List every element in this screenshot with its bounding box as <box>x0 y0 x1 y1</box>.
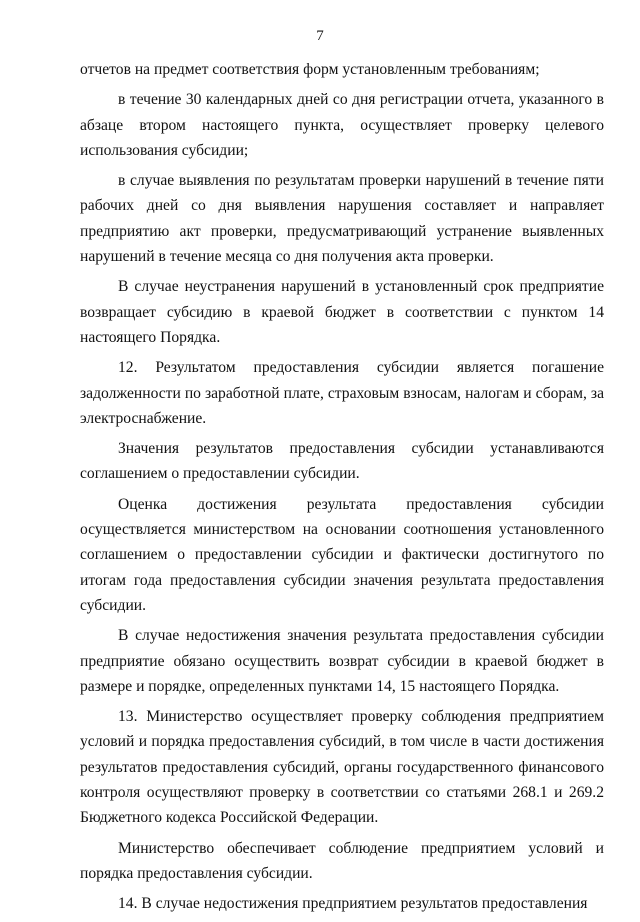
paragraph-ministry-compliance: Министерство обеспечивает соблюдение предприятием условий и порядка предоставления субсидии. <box>80 839 604 882</box>
paragraph-clause-13: 13. Министерство осуществляет проверку соблюдения предприятием условий и порядка предоставления субсидий, в том числе в части достижения результатов предоставления субсидий, органы государственного финансового контроля осуществляют проверку в соответствии со статьями 268.1 и 269.2 Бюджетного кодекса Российской Федерации. <box>80 708 604 827</box>
paragraph-continuation: отчетов на предмет соответствия форм установленным требованиям; <box>80 61 540 78</box>
paragraph-subsidy-return: В случае неустранения нарушений в установленный срок предприятие возвращает субсидию в краевой бюджет в соответствии с пунктом 14 настоящего Порядка. <box>80 278 604 346</box>
paragraph-result-values: Значения результатов предоставления субсидии устанавливаются соглашением о предоставлении субсидии. <box>80 440 604 483</box>
document-body <box>80 57 604 922</box>
paragraph-check-deadline: в течение 30 календарных дней со дня регистрации отчета, указанного в абзаце втором настоящего пункта, осуществляет проверку целевого использования субсидии; <box>80 91 604 159</box>
paragraph-non-achievement: В случае недостижения значения результата предоставления субсидии предприятие обязано осуществить возврат субсидии в краевой бюджет в размере и порядке, определенных пунктами 14, 15 настоящего Порядка. <box>80 627 604 695</box>
paragraph-result-assessment: Оценка достижения результата предоставления субсидии осуществляется министерством на основании соотношения установленного соглашением о предоставлении субсидии и фактически достигнутого по итогам года предоставления субсидии значения результата предоставления субсидии. <box>80 495 604 614</box>
paragraph-clause-14: 14. В случае недостижения предприятием результатов предоставления <box>118 895 588 913</box>
paragraph-clause-12: 12. Результатом предоставления субсидии является погашение задолженности по заработной плате, страховым взносам, налогам и сборам, за электроснабжение. <box>80 359 604 427</box>
page-number: 7 <box>316 28 324 44</box>
paragraph-violation-act: в случае выявления по результатам проверки нарушений в течение пяти рабочих дней со дня выявления нарушения составляет и направляет предприятию акт проверки, предусматривающий устранение выявленных нарушений в течение месяца со дня получения акта проверки. <box>80 172 604 266</box>
